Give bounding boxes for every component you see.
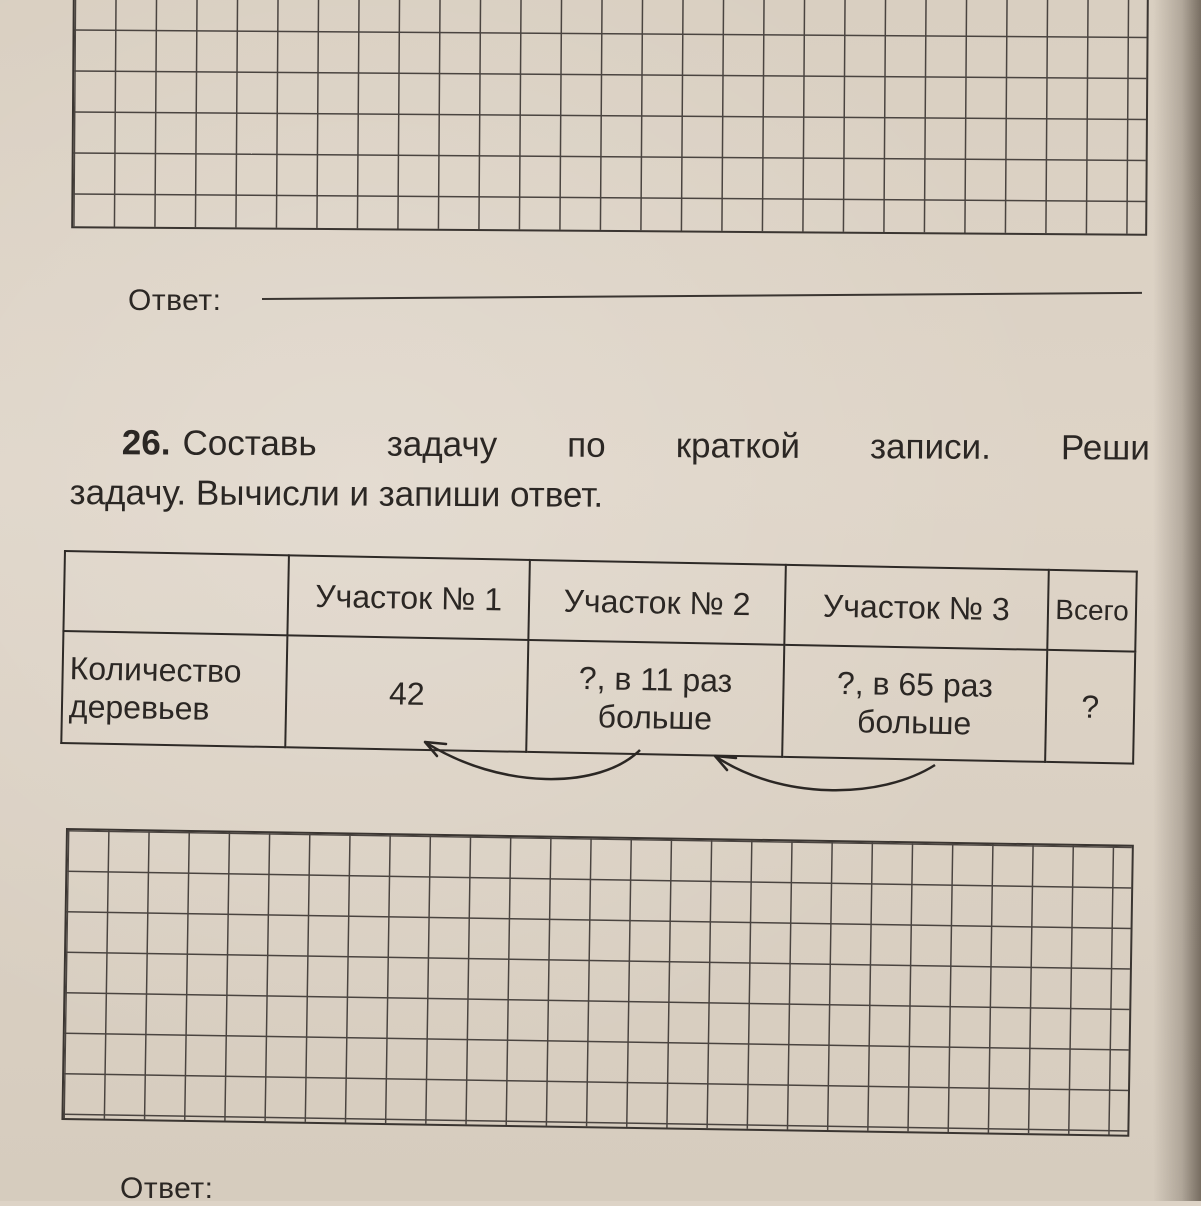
header-cell-plot-2: Участок № 2 [529, 560, 786, 645]
grid-area-bottom [61, 828, 1133, 1137]
cell-plot-2-value: ?, в 11 раз больше [526, 640, 783, 757]
task-26 [69, 418, 1150, 524]
page-edge-shadow [1153, 0, 1201, 1201]
answer-label-top: Ответ: [128, 284, 222, 317]
bleed-through-text [830, 270, 838, 304]
header-cell-plot-3: Участок № 3 [784, 565, 1049, 650]
arrow-head-plot2-icon [715, 756, 736, 770]
table-data-row [61, 631, 1135, 764]
cell-plot-1-value: 42 [285, 635, 529, 752]
task-number: 26. [121, 423, 171, 463]
task-text-line-1: Составь задачу по краткой записи. Реши [182, 423, 1150, 468]
cell-total-value: ? [1045, 650, 1135, 764]
row-label-tree-count: Количество деревьев [61, 631, 287, 747]
answer-label-bottom: Ответ: [120, 1172, 214, 1205]
cell-plot-3-value: ?, в 65 раз больше [782, 645, 1047, 762]
header-cell-plot-1: Участок № 1 [287, 555, 530, 640]
arrow-plot3-to-plot2 [715, 756, 935, 790]
grid-area-top [71, 0, 1149, 236]
answer-line-top[interactable] [262, 292, 1142, 300]
header-cell-total: Всего [1047, 570, 1137, 652]
task-line-1 [70, 418, 1150, 474]
task-text-line-2: задачу. Вычисли и запиши ответ. [69, 472, 604, 515]
brief-record-table [60, 550, 1138, 765]
header-cell-empty [63, 551, 288, 635]
